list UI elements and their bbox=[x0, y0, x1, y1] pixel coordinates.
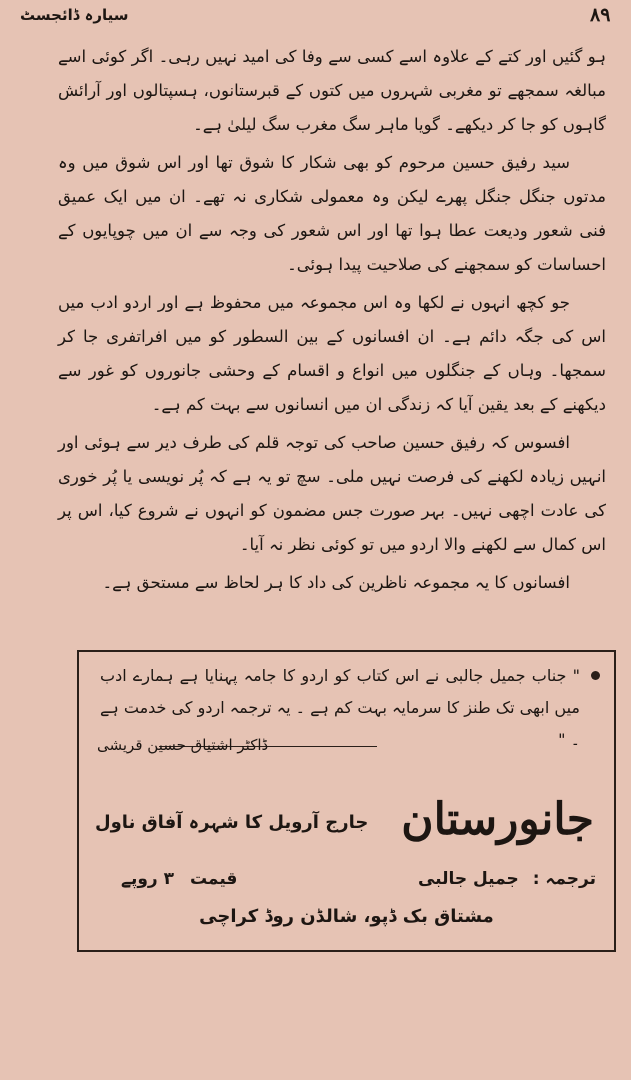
translator-label: ترجمہ : bbox=[532, 869, 596, 889]
page-header bbox=[0, 4, 631, 34]
endorsement-quote: " جناب جمیل جالبی نے اس کتاب کو اردو کا جامہ پہنایا ہے ہمارے ادب میں ابھی تک طنز کا سرمایہ بہت کم ہے ۔ یہ ترجمہ اردو کی خدمت ہے ۔ " bbox=[100, 666, 580, 749]
publisher: مشتاق بک ڈپو، شالڈن روڈ کراچی bbox=[199, 906, 494, 927]
page-number: ۸۹ bbox=[590, 4, 611, 26]
book-advertisement bbox=[77, 650, 616, 952]
paragraph-2: سید رفیق حسین مرحوم کو بھی شکار کا شوق تھا اور اس شوق میں وہ مدتوں جنگل جنگل پھرے لیکن وہ معمولی شکاری نہ تھے۔ ان میں ایک عمیق فنی شعور ودیعت عطا ہوا تھا اور اس شعور کی وجہ سے ان میں چوپایوں کے احساسات کو سمجھنے کی صلاحیت پیدا ہوئی۔ bbox=[58, 153, 606, 274]
book-subtitle: جارج آرویل کا شہرہ آفاق ناول bbox=[95, 812, 369, 833]
price-value: ۳ روپے bbox=[121, 869, 175, 889]
running-head: سیارہ ڈائجسٹ bbox=[20, 6, 129, 24]
paragraph-1: ہو گئیں اور کتے کے علاوہ اسے کسی سے وفا کی امید نہیں رہی۔ اگر کوئی اسے مبالغہ سمجھے تو مغربی شہروں میں کتوں کے قبرستانوں، ہسپتالوں اور آرائش گاہوں کو جا کر دیکھے۔ گویا ماہر سگ مغرب سگ لیلیٰ ہے۔ bbox=[58, 47, 606, 134]
paragraph-5: افسانوں کا یہ مجموعہ ناظرین کی داد کا ہر لحاظ سے مستحق ہے۔ bbox=[102, 573, 570, 592]
translator-name: جمیل جالبی bbox=[417, 869, 519, 889]
paragraph-4: افسوس کہ رفیق حسین صاحب کی توجہ قلم کی طرف دیر سے ہوئی اور انہیں زیادہ لکھنے کی فرصت نہیں ملی۔ سچ تو یہ ہے کہ پُر نویسی یا پُر خوری کی عادت اچھی نہیں۔ بہر صورت جس مضمون کو انہوں نے شروع کیا، اس پر اس کمال سے لکھنے والا اردو میں تو کوئی نظر نہ آیا۔ bbox=[58, 433, 606, 554]
translator bbox=[418, 868, 596, 889]
quote-author: ڈاکٹر اشتیاق حسین قریشی bbox=[97, 736, 269, 754]
paragraph-3: جو کچھ انہوں نے لکھا وہ اس مجموعہ میں محفوظ ہے اور اردو ادب میں اس کی جگہ دائم ہے۔ ان افسانوں کے بین السطور کو میں افراتفری جا کر سمجھا۔ وہاں کے جنگلوں میں انواع و اقسام کے وحشی جانوروں کو غور سے دیکھنے کے بعد یقین آیا کہ زندگی ان میں انسانوں سے بہت کم ہے۔ bbox=[58, 293, 606, 414]
body-text bbox=[58, 40, 606, 604]
price-label: قیمت bbox=[189, 869, 238, 889]
bullet-icon bbox=[591, 671, 600, 680]
price bbox=[121, 868, 237, 889]
book-title: جانورستان bbox=[401, 794, 594, 845]
